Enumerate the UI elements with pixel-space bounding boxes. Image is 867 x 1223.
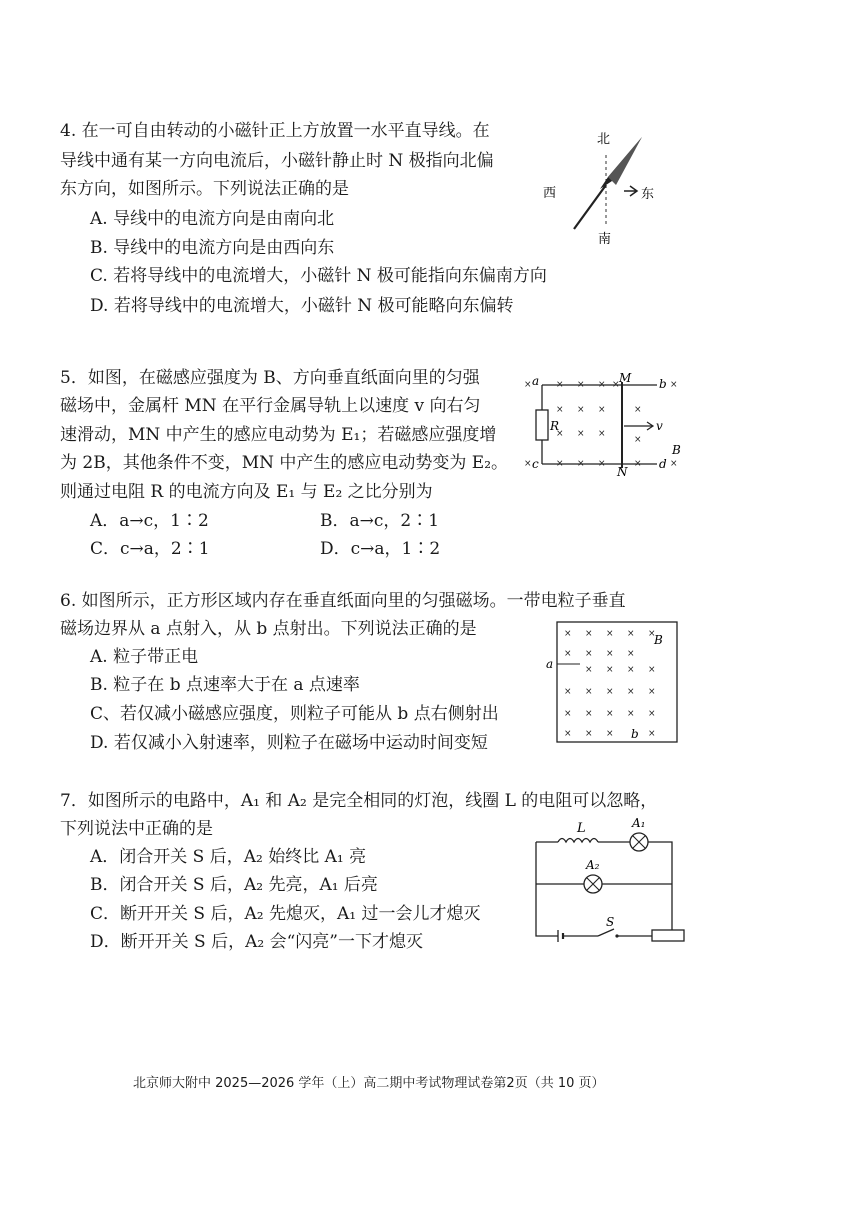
q5-label-d: d — [659, 457, 667, 471]
q6-label-a: a — [546, 657, 554, 671]
svg-text:×: × — [606, 709, 614, 719]
q6-label-b: b — [631, 727, 639, 741]
q4-stem-line-3: 东方向，如图所示。下列说法正确的是 — [60, 179, 349, 199]
svg-text:×: × — [627, 709, 635, 719]
q4-needle-south — [574, 185, 606, 229]
q4-label-west: 西 — [543, 186, 557, 201]
svg-text:×: × — [634, 459, 642, 469]
svg-text:×: × — [670, 380, 678, 390]
svg-text:×: × — [598, 429, 606, 439]
q5-label-n: N — [617, 465, 628, 479]
q7-switch — [598, 929, 614, 936]
svg-text:×: × — [598, 405, 606, 415]
svg-text:×: × — [627, 665, 635, 675]
q6-stem-line-1: 6. 如图所示，正方形区域内存在垂直纸面向里的匀强磁场。一带电粒子垂直 — [60, 591, 626, 611]
svg-text:×: × — [670, 459, 678, 469]
svg-text:×: × — [648, 629, 656, 639]
q6-option-a: A. 粒子带正电 — [90, 647, 199, 667]
q7-label-a2: A₂ — [586, 858, 600, 872]
svg-text:×: × — [564, 687, 572, 697]
q4-east-arrow — [624, 186, 637, 196]
q4-stem-line-1: 4. 在一可自由转动的小磁针正上方放置一水平直导线。在 — [60, 121, 490, 141]
svg-text:×: × — [627, 649, 635, 659]
q4-option-d: D. 若将导线中的电流增大，小磁针 N 极可能略向东偏转 — [90, 296, 514, 316]
q7-stem-line-1: 7．如图所示的电路中，A₁ 和 A₂ 是完全相同的灯泡，线圈 L 的电阻可以忽略， — [60, 791, 658, 811]
svg-text:×: × — [577, 405, 585, 415]
svg-text:×: × — [606, 629, 614, 639]
q4-label-east: 东 — [641, 187, 655, 202]
svg-text:×: × — [585, 687, 593, 697]
q7-option-b: B．闭合开关 S 后，A₂ 先亮，A₁ 后亮 — [90, 875, 378, 895]
q5-label-a: a — [532, 374, 540, 388]
svg-text:×: × — [606, 665, 614, 675]
svg-text:×: × — [627, 629, 635, 639]
svg-text:×: × — [564, 729, 572, 739]
q4-compass-figure — [540, 125, 670, 250]
q6-square-field-figure — [544, 620, 684, 745]
q5-label-b: b — [659, 377, 667, 391]
svg-text:×: × — [564, 629, 572, 639]
q5-label-b-field: B — [672, 443, 681, 457]
q5-stem-line-2: 磁场中，金属杆 MN 在平行金属导轨上以速度 v 向右匀 — [60, 396, 481, 416]
q7-option-c: C．断开开关 S 后，A₂ 先熄灭，A₁ 过一会儿才熄灭 — [90, 904, 481, 924]
svg-text:×: × — [612, 380, 620, 390]
q7-circuit-figure — [528, 818, 688, 948]
svg-text:×: × — [556, 405, 564, 415]
svg-text:×: × — [577, 429, 585, 439]
q7-right-wire — [648, 842, 672, 930]
q7-rheostat — [652, 930, 684, 941]
q5-option-d: D．c→a，1∶2 — [320, 539, 441, 559]
svg-text:×: × — [634, 405, 642, 415]
q6-stem-line-2: 磁场边界从 a 点射入，从 b 点射出。下列说法正确的是 — [60, 619, 477, 639]
q4-option-b: B. 导线中的电流方向是由西向东 — [90, 238, 335, 258]
svg-text:×: × — [634, 435, 642, 445]
svg-text:×: × — [577, 459, 585, 469]
q5-resistor — [536, 410, 548, 440]
svg-text:×: × — [648, 729, 656, 739]
q5-label-c: c — [532, 457, 539, 471]
svg-text:×: × — [598, 380, 606, 390]
svg-text:×: × — [648, 709, 656, 719]
svg-text:×: × — [585, 729, 593, 739]
svg-text:×: × — [556, 459, 564, 469]
q7-label-l: L — [577, 821, 586, 836]
q5-option-a: A．a→c，1∶2 — [90, 511, 209, 531]
q7-inductor — [558, 839, 598, 843]
svg-text:×: × — [556, 429, 564, 439]
q5-stem-line-1: 5．如图，在磁感应强度为 B、方向垂直纸面向里的匀强 — [60, 368, 480, 388]
q5-stem-line-4: 为 2B，其他条件不变，MN 中产生的感应电动势变为 E₂。 — [60, 453, 509, 473]
q4-label-south: 南 — [598, 232, 612, 247]
q5-stem-line-5: 则通过电阻 R 的电流方向及 E₁ 与 E₂ 之比分别为 — [60, 482, 433, 502]
q7-left-wire — [536, 842, 558, 936]
svg-text:×: × — [564, 709, 572, 719]
q7-label-a1: A₁ — [632, 816, 646, 830]
svg-text:×: × — [524, 380, 532, 390]
q4-needle-shade — [608, 137, 642, 185]
q4-stem-line-2: 导线中通有某一方向电流后，小磁针静止时 N 极指向北偏 — [60, 151, 494, 171]
svg-text:×: × — [606, 687, 614, 697]
q4-option-c: C. 若将导线中的电流增大，小磁针 N 极可能指向东偏南方向 — [90, 266, 547, 286]
svg-text:×: × — [577, 380, 585, 390]
q5-option-c: C．c→a，2∶1 — [90, 539, 210, 559]
svg-text:×: × — [648, 687, 656, 697]
page-footer: 北京师大附中 2025—2026 学年（上）高二期中考试物理试卷第2页（共 10 页） — [133, 1076, 605, 1091]
svg-text:×: × — [585, 709, 593, 719]
q7-stem-line-2: 下列说法中正确的是 — [60, 819, 213, 839]
svg-text:×: × — [648, 665, 656, 675]
q5-velocity-arrow — [624, 422, 653, 430]
q7-label-s: S — [606, 915, 615, 929]
q5-rail-figure — [522, 372, 692, 482]
q6-option-c: C、若仅减小磁感应强度，则粒子可能从 b 点右侧射出 — [90, 704, 499, 724]
svg-text:×: × — [606, 729, 614, 739]
q4-option-a: A. 导线中的电流方向是由南向北 — [90, 209, 335, 229]
svg-text:×: × — [556, 380, 564, 390]
q5-label-r: R — [550, 419, 560, 433]
svg-text:×: × — [585, 649, 593, 659]
q6-field-crosses — [564, 629, 656, 739]
q4-label-north: 北 — [597, 132, 611, 147]
q5-label-v: v — [656, 419, 663, 433]
q5-label-m: M — [619, 371, 632, 385]
q6-label-b-field: B — [654, 633, 663, 647]
q5-stem-line-3: 速滑动，MN 中产生的感应电动势为 E₁；若磁感应强度增 — [60, 425, 497, 445]
svg-text:×: × — [606, 649, 614, 659]
q6-option-d: D. 若仅减小入射速率，则粒子在磁场中运动时间变短 — [90, 733, 488, 753]
q7-option-d: D．断开开关 S 后，A₂ 会“闪亮”一下才熄灭 — [90, 932, 423, 952]
q6-option-b: B. 粒子在 b 点速率大于在 a 点速率 — [90, 675, 360, 695]
svg-text:×: × — [585, 629, 593, 639]
svg-text:×: × — [585, 665, 593, 675]
svg-text:×: × — [524, 459, 532, 469]
svg-text:×: × — [598, 459, 606, 469]
svg-text:×: × — [564, 649, 572, 659]
q7-option-a: A．闭合开关 S 后，A₂ 始终比 A₁ 亮 — [90, 847, 367, 867]
q5-option-b: B．a→c，2∶1 — [320, 511, 440, 531]
svg-text:×: × — [627, 687, 635, 697]
